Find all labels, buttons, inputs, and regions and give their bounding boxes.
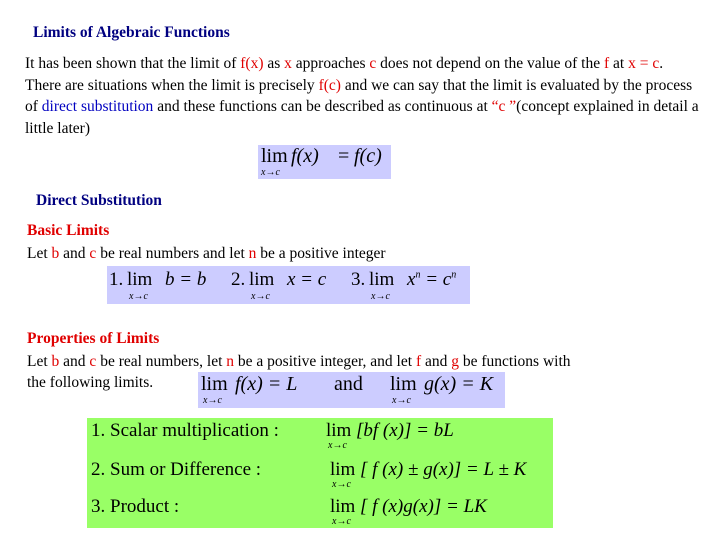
rule-3-expr: [ f (x)g(x)] = LK	[360, 496, 487, 517]
basic-limit-3-expr: $x^n = c^n$	[407, 269, 457, 290]
basic-limit-1-expr: b = b	[165, 269, 207, 290]
section-heading-direct-substitution: Direct Substitution	[36, 192, 162, 209]
basic-limit-1-number: 1.	[109, 269, 124, 290]
rule-2-expr: [ f (x) ± g(x)] = L ± K	[360, 459, 527, 480]
basic-limit-3-number: 3.	[351, 269, 366, 290]
basic-limits-box: 1. lim x→c b = b 2. lim x→c x = c 3. lim x→c $x^n = c^n$	[107, 266, 470, 304]
limit-g-expr: g(x) = K	[424, 373, 494, 395]
basic-limits-heading: Basic Limits	[27, 222, 110, 239]
rule-1-label: 1. Scalar multiplication :	[91, 420, 279, 441]
properties-text-line2: the following limits.	[27, 374, 154, 391]
given-limits-box: lim x→c f(x) = L and lim x→c g(x) = K	[198, 372, 505, 408]
rule-3-label: 3. Product :	[91, 496, 180, 517]
main-formula: lim x→c f(x) = f(c)	[258, 145, 391, 179]
and-word: and	[334, 373, 363, 395]
properties-text-line1: Let b and c be real numbers, let n be a positive integer, and let f and g be functions with	[27, 353, 571, 370]
limit-rules-box: 1. Scalar multiplication : lim x→c [bf (x)] = bL 2. Sum or Difference : lim x→c [ f (x) ± g(x)] = L ± K 3. Product : lim x→c [ f (x)g(x)] = LK	[87, 418, 553, 528]
rule-2-label: 2. Sum or Difference :	[91, 459, 262, 480]
intro-paragraph: It has been shown that the limit of f(x) as x approaches c does not depend on the value of the f at x = c. There are situations when the limit is precisely f(c) and we can say that the limit is evaluated by the process of direct substitution and these functions can be described as continuous at “c ”(concept explained in detail a little later)	[25, 55, 699, 137]
properties-heading: Properties of Limits	[27, 330, 160, 347]
page-title: Limits of Algebraic Functions	[33, 24, 230, 41]
basic-limits-text: Let b and c be real numbers and let n be a positive integer	[27, 245, 386, 262]
basic-limit-2-number: 2.	[231, 269, 246, 290]
rule-1-expr: [bf (x)] = bL	[356, 420, 454, 441]
basic-limit-2-expr: x = c	[287, 269, 327, 290]
limit-f-expr: f(x) = L	[235, 373, 298, 395]
